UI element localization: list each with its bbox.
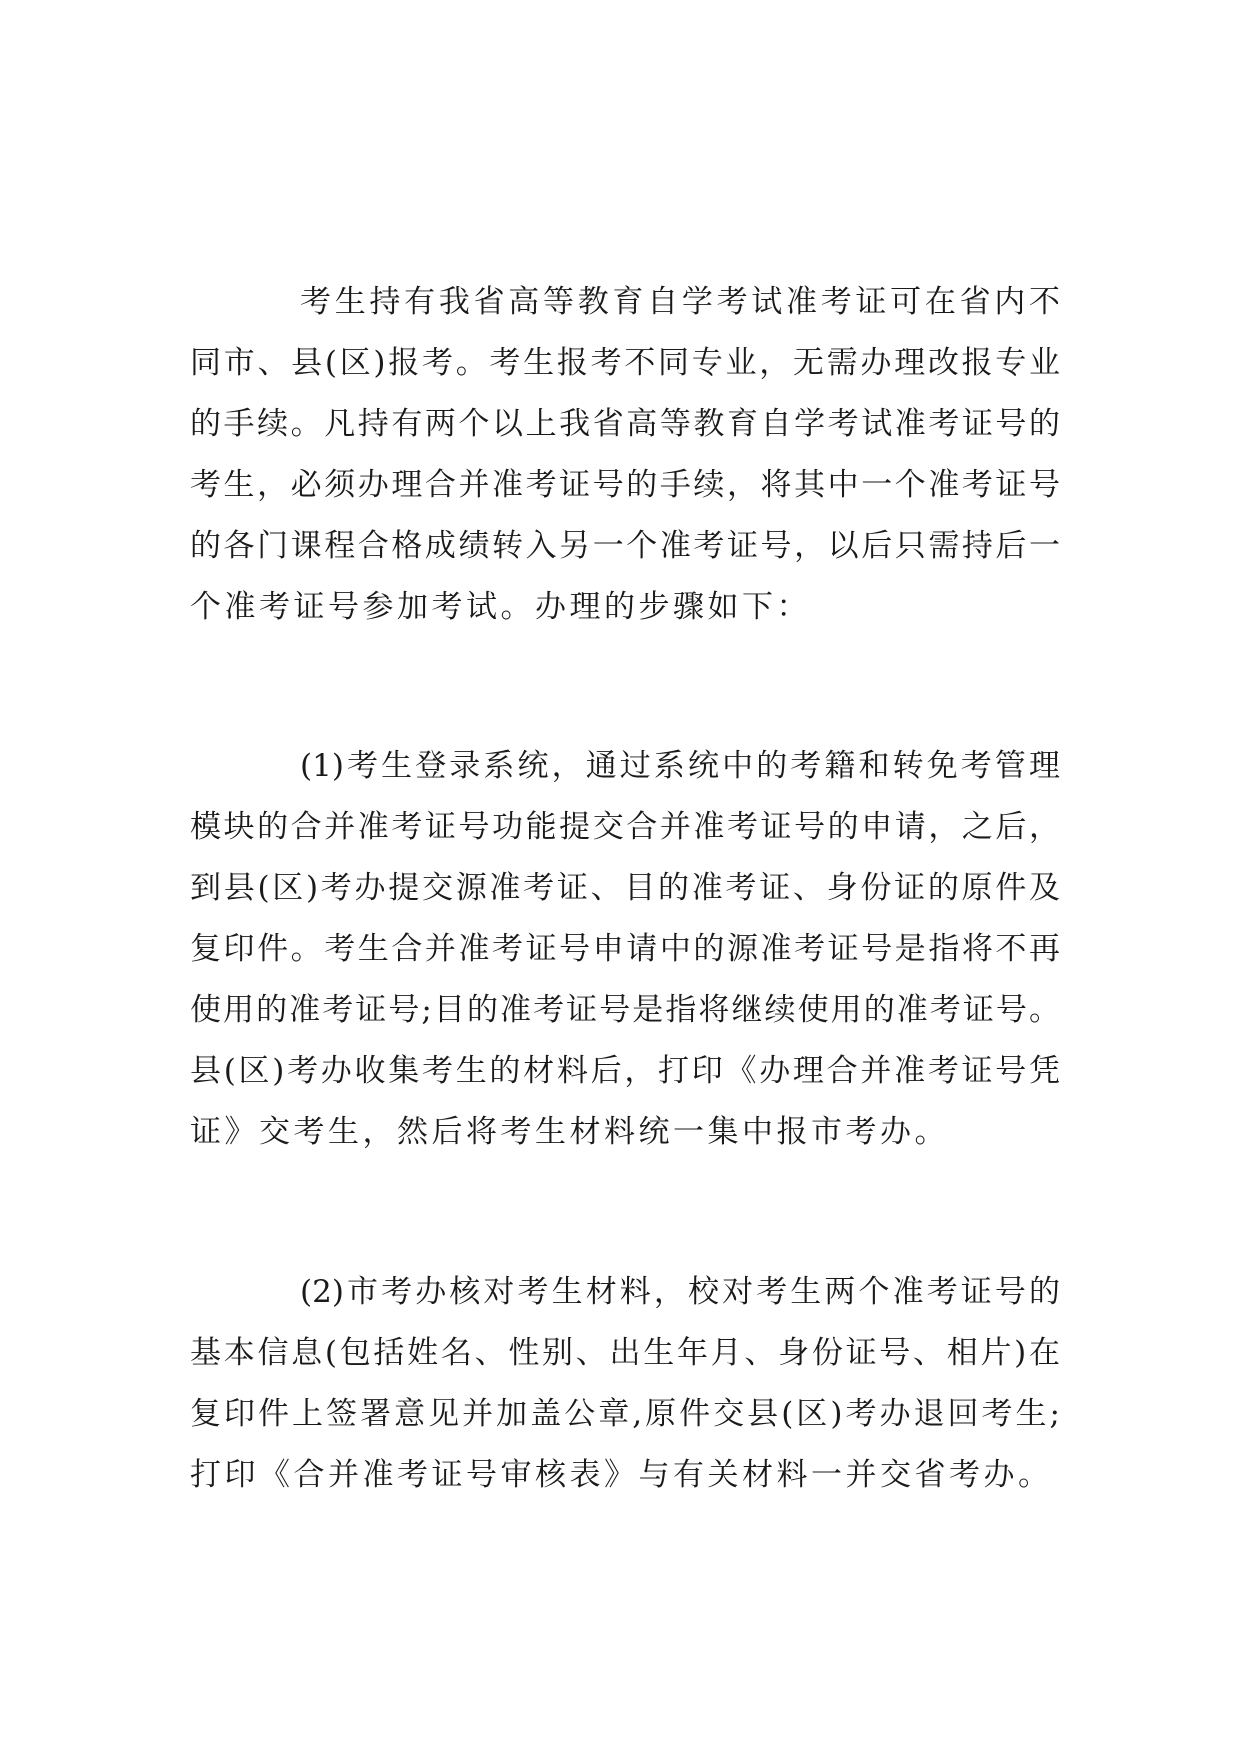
text-line: 复印件上签署意见并加盖公章,原件交县(区)考办退回考生; <box>190 1396 1060 1432</box>
text-line: 使用的准考证号;目的准考证号是指将继续使用的准考证号。 <box>190 992 1060 1028</box>
paragraph-intro <box>190 272 1060 638</box>
text-line: 同市、县(区)报考。考生报考不同专业，无需办理改报专业 <box>190 345 1060 381</box>
text-line: 复印件。考生合并准考证号申请中的源准考证号是指将不再 <box>190 931 1060 967</box>
text-line: 考生，必须办理合并准考证号的手续，将其中一个准考证号 <box>190 467 1060 503</box>
text-line: 到县(区)考办提交源准考证、目的准考证、身份证的原件及 <box>190 870 1060 906</box>
text-line: (1)考生登录系统，通过系统中的考籍和转免考管理 <box>300 748 1060 784</box>
text-line: 考生持有我省高等教育自学考试准考证可在省内不 <box>300 284 1060 320</box>
text-line: 的各门课程合格成绩转入另一个准考证号，以后只需持后一 <box>190 528 1060 564</box>
text-line: (2)市考办核对考生材料，校对考生两个准考证号的 <box>300 1274 1060 1310</box>
text-line: 的手续。凡持有两个以上我省高等教育自学考试准考证号的 <box>190 406 1060 442</box>
paragraph-step-2 <box>190 1262 1060 1506</box>
text-line: 个准考证号参加考试。办理的步骤如下： <box>190 589 811 625</box>
paragraph-step-1 <box>190 736 1060 1163</box>
text-line: 打印《合并准考证号审核表》与有关材料一并交省考办。 <box>190 1457 1053 1493</box>
text-line: 模块的合并准考证号功能提交合并准考证号的申请，之后， <box>190 809 1060 845</box>
text-line: 证》交考生，然后将考生材料统一集中报市考办。 <box>190 1114 949 1150</box>
text-line: 基本信息(包括姓名、性别、出生年月、身份证号、相片)在 <box>190 1335 1060 1371</box>
text-line: 县(区)考办收集考生的材料后，打印《办理合并准考证号凭 <box>190 1053 1060 1089</box>
